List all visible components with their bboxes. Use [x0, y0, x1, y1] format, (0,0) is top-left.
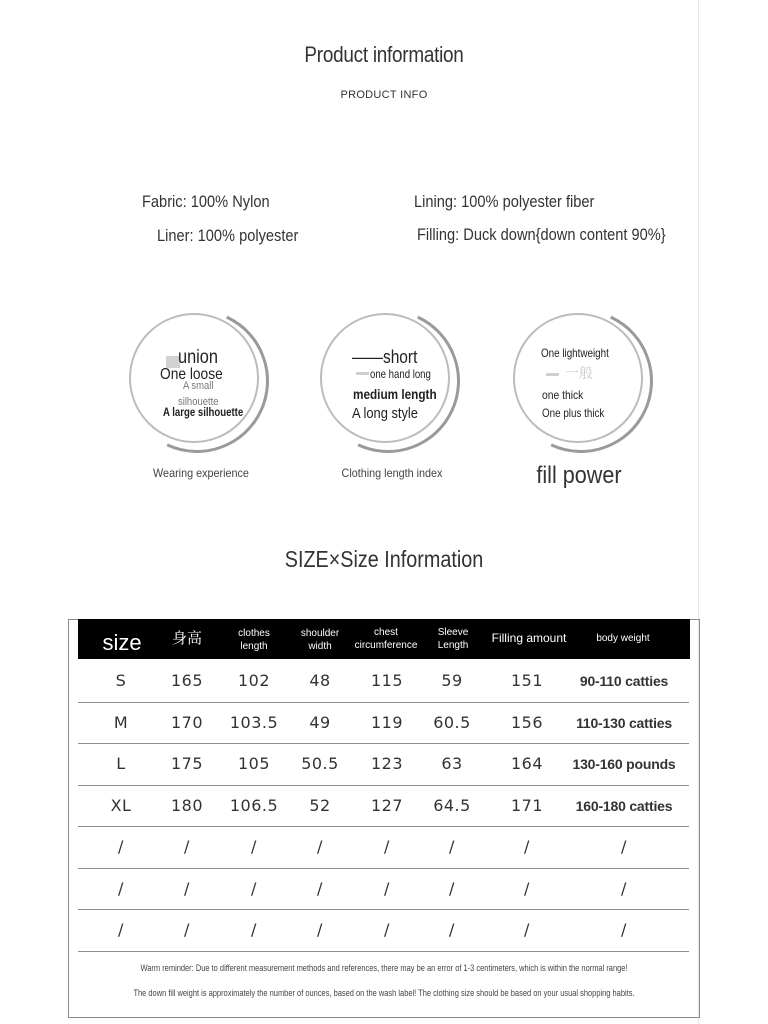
- cell-body-weight: /: [621, 837, 627, 856]
- cell-filling: /: [524, 878, 530, 898]
- cell-size: /: [118, 878, 124, 898]
- cell-size: M: [113, 712, 129, 732]
- cell-shoulder-width: /: [317, 920, 323, 939]
- wearing-option: union: [178, 347, 218, 368]
- wearing-option: A large silhouette: [163, 405, 244, 419]
- cell-clothes-length: 102: [237, 671, 271, 690]
- cell-sleeve: 60.5: [433, 712, 471, 732]
- cell-size: S: [115, 671, 127, 690]
- cell-body-weight: 90-110 catties: [579, 673, 669, 689]
- wearing-option: A small: [183, 380, 214, 392]
- cell-filling: /: [524, 837, 530, 856]
- cell-shoulder-width: /: [317, 878, 323, 898]
- cell-clothes-length: /: [251, 837, 257, 856]
- cell-shoulder-width: 48: [309, 671, 331, 690]
- cell-height: /: [184, 920, 190, 939]
- table-row-divider: [78, 826, 689, 827]
- cell-size: /: [118, 837, 124, 856]
- length-option: one hand long: [370, 367, 431, 381]
- length-option: A long style: [352, 405, 418, 422]
- filling-text: Filling: Duck down{down content 90%}: [417, 225, 666, 244]
- length-option: ——short: [352, 347, 418, 367]
- header-filling-amount: Filling amount: [491, 631, 567, 645]
- cell-clothes-length: 106.5: [229, 795, 279, 815]
- cell-size: /: [118, 920, 124, 939]
- cell-sleeve: /: [449, 878, 455, 898]
- header-body-weight: body weight: [596, 633, 650, 644]
- cell-filling: 171: [510, 795, 544, 815]
- cell-chest: /: [384, 837, 390, 856]
- cell-filling: 164: [510, 754, 544, 773]
- cell-filling: 151: [510, 671, 544, 690]
- fill-power-option: One plus thick: [542, 406, 605, 420]
- indicator-marker: [356, 372, 369, 375]
- liner-text: Liner: 100% polyester: [157, 226, 299, 245]
- cell-filling: 156: [510, 712, 544, 732]
- table-row-divider: [78, 951, 689, 952]
- table-row-divider: [78, 785, 689, 786]
- lining-text: Lining: 100% polyester fiber: [414, 192, 595, 211]
- cell-body-weight: 160-180 catties: [575, 797, 673, 814]
- cell-clothes-length: /: [251, 920, 257, 939]
- fill-weight-note: The down fill weight is approximately the number of ounces, based on the wash label! The clothing size should be based on your usual shopping habits.: [133, 988, 635, 998]
- table-row-divider: [78, 743, 689, 744]
- cell-height: 165: [170, 671, 204, 690]
- cell-height: /: [184, 837, 190, 856]
- cell-shoulder-width: 52: [309, 795, 331, 815]
- header-shoulder-width: shoulder width: [300, 628, 340, 652]
- table-row-divider: [78, 909, 689, 910]
- cell-filling: /: [524, 920, 530, 939]
- cell-height: 175: [170, 754, 204, 773]
- header-clothes-length: clothes length: [238, 628, 270, 652]
- fill-power-option: one thick: [542, 388, 584, 402]
- table-row-divider: [78, 702, 689, 703]
- fill-power-caption: fill power: [536, 462, 622, 489]
- cell-sleeve: /: [449, 920, 455, 939]
- cell-height: /: [184, 878, 190, 898]
- cell-chest: /: [384, 878, 390, 898]
- cell-sleeve: 59: [441, 671, 463, 690]
- cell-chest: 127: [370, 795, 404, 815]
- cell-sleeve: 63: [441, 754, 463, 773]
- clothing-length-caption: Clothing length index: [341, 466, 443, 480]
- cell-clothes-length: /: [251, 878, 257, 898]
- cell-sleeve: 64.5: [433, 795, 471, 815]
- cell-height: 180: [170, 795, 204, 815]
- product-info-subtitle: PRODUCT INFO: [340, 89, 428, 101]
- cell-chest: 115: [370, 671, 404, 690]
- fill-power-option: One lightweight: [541, 346, 609, 360]
- cell-body-weight: 110-130 catties: [576, 714, 672, 731]
- cell-height: 170: [170, 712, 204, 732]
- cell-sleeve: /: [449, 837, 455, 856]
- cell-clothes-length: 103.5: [229, 712, 279, 732]
- fabric-text: Fabric: 100% Nylon: [142, 192, 270, 211]
- header-sleeve-length: Sleeve Length: [437, 627, 469, 651]
- product-info-title: Product information: [304, 42, 464, 67]
- length-option: medium length: [353, 386, 437, 402]
- cell-shoulder-width: 50.5: [301, 754, 339, 773]
- header-size: size: [102, 630, 142, 655]
- wearing-experience-caption: Wearing experience: [153, 466, 249, 480]
- wearing-option: One loose: [160, 366, 223, 383]
- cell-shoulder-width: 49: [309, 712, 331, 732]
- cell-size: XL: [110, 795, 132, 815]
- cell-chest: 123: [370, 754, 404, 773]
- cell-shoulder-width: /: [317, 837, 323, 856]
- wearing-option: silhouette: [178, 396, 219, 408]
- cell-size: L: [116, 754, 126, 773]
- cell-chest: /: [384, 920, 390, 939]
- cell-body-weight: /: [621, 920, 627, 939]
- size-info-title: SIZE×Size Information: [284, 546, 484, 572]
- table-row-divider: [78, 868, 689, 869]
- cell-body-weight: 130-160 pounds: [572, 756, 676, 772]
- cell-chest: 119: [370, 712, 404, 732]
- fill-power-option: 一般: [565, 366, 593, 382]
- cell-clothes-length: 105: [237, 754, 271, 773]
- cell-body-weight: /: [621, 878, 627, 898]
- warm-reminder-note: Warm reminder: Due to different measurement methods and references, there may be an error of 1-3 centimeters, which is within the normal range!: [140, 963, 628, 973]
- indicator-marker: [546, 373, 559, 376]
- header-height: 身高: [171, 630, 203, 647]
- header-chest-circumference: chest circumference: [354, 627, 418, 651]
